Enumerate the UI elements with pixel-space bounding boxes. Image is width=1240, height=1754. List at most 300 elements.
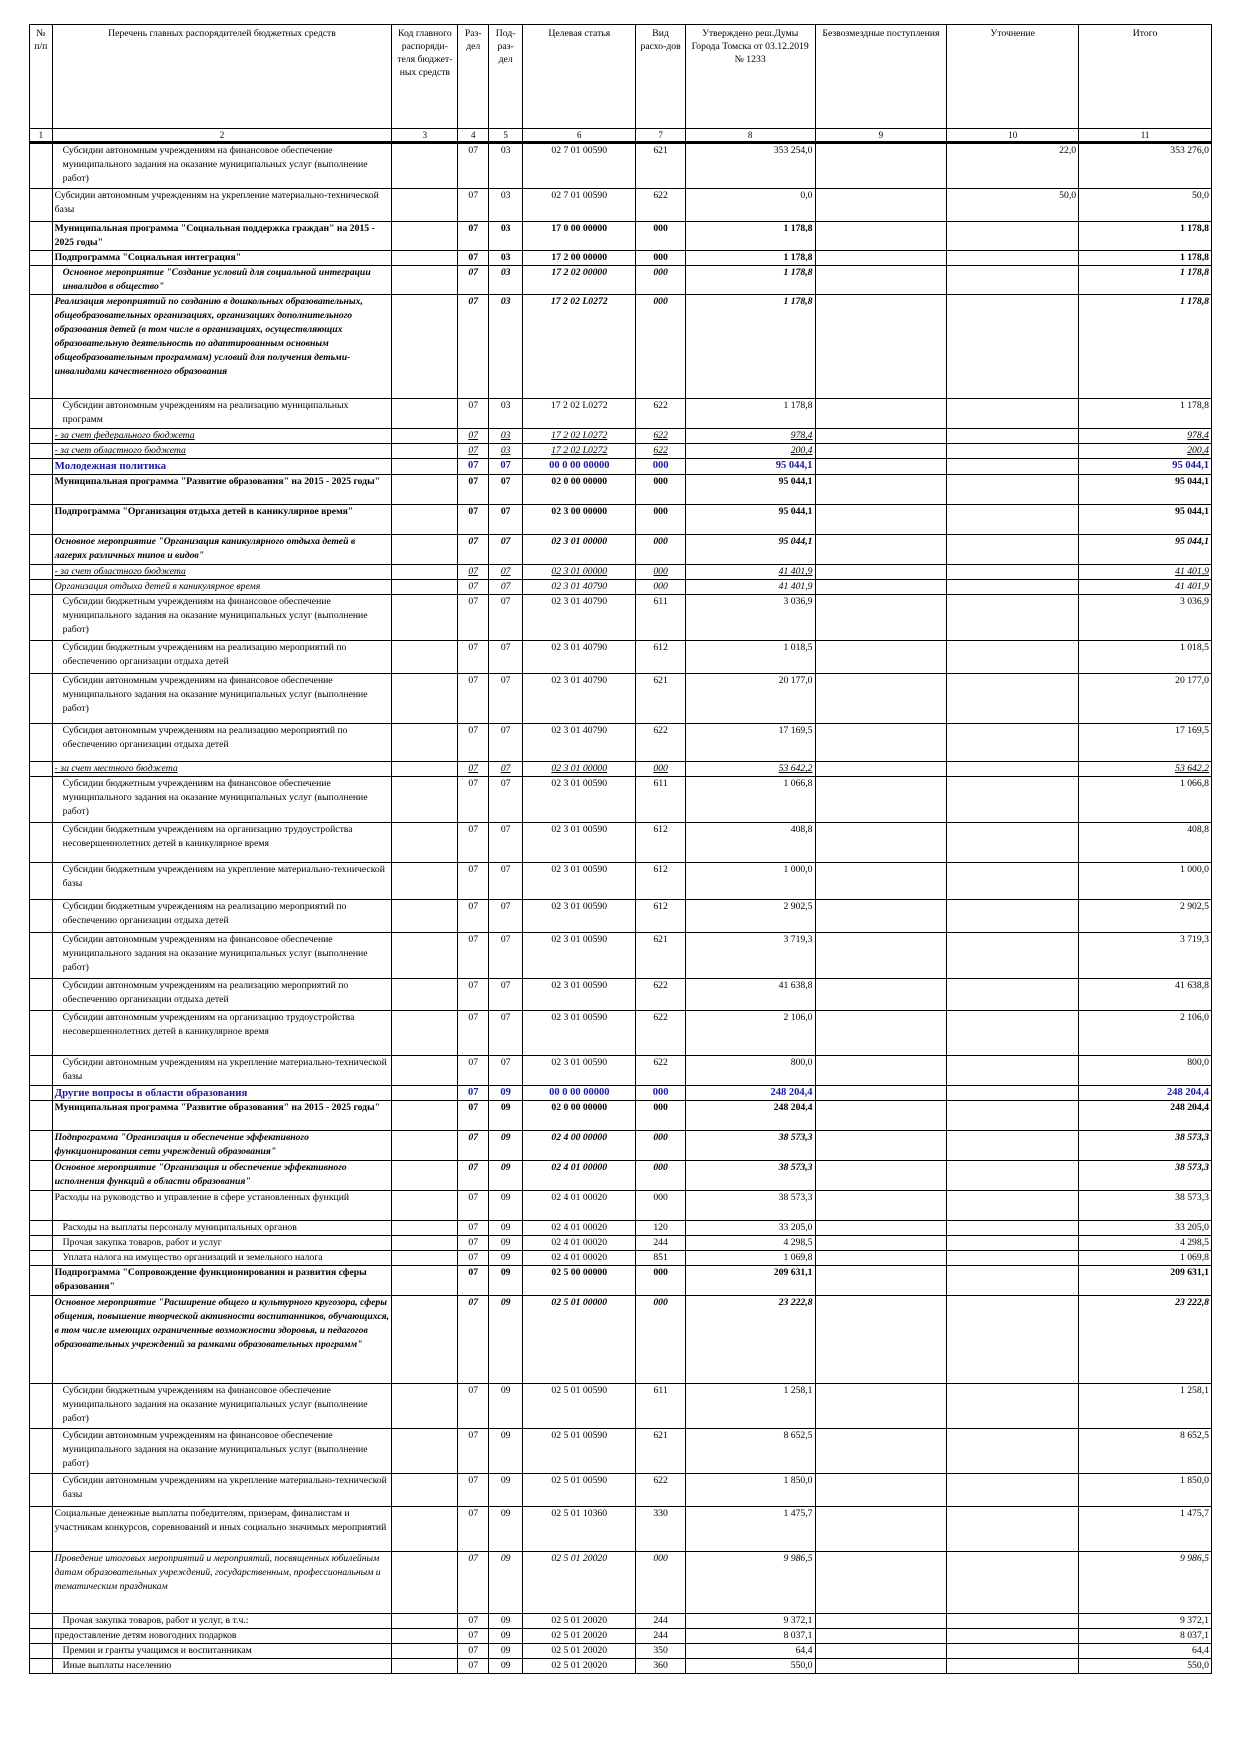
row-total-cell: 41 401,9 (1079, 580, 1212, 595)
row-name-cell: Субсидии автономным учреждениям на финансовое обеспечение муниципального задания на оказание муниципальных услуг (выполнение работ) (52, 674, 392, 724)
row-podrazdel-cell: 09 (489, 1236, 523, 1251)
row-adjustment-cell (947, 1266, 1079, 1296)
row-approved-cell: 64,4 (685, 1644, 815, 1659)
row-grants-cell (815, 1236, 947, 1251)
row-total-cell: 1 178,8 (1079, 251, 1212, 266)
row-expense-type-cell: 000 (636, 1552, 685, 1614)
budget-table-sheet (29, 24, 1212, 1674)
row-expense-type-cell: 244 (636, 1236, 685, 1251)
row-grants-cell (815, 399, 947, 429)
row-number-cell (30, 863, 53, 900)
row-number-cell (30, 823, 53, 863)
row-podrazdel-cell: 03 (489, 143, 523, 189)
row-number-cell (30, 1474, 53, 1507)
row-expense-type-cell: 621 (636, 933, 685, 979)
table-row (30, 724, 1212, 762)
table-row (30, 674, 1212, 724)
row-grants-cell (815, 295, 947, 399)
row-total-cell: 38 573,3 (1079, 1191, 1212, 1221)
row-target-cell: 02 5 01 00590 (523, 1429, 636, 1474)
row-expense-type-cell: 000 (636, 1266, 685, 1296)
row-target-cell: 02 3 01 00590 (523, 1056, 636, 1086)
row-number-cell (30, 979, 53, 1011)
table-row (30, 595, 1212, 641)
row-approved-cell: 209 631,1 (685, 1266, 815, 1296)
row-approved-cell: 20 177,0 (685, 674, 815, 724)
row-expense-type-cell: 621 (636, 143, 685, 189)
row-approved-cell: 1 178,8 (685, 222, 815, 251)
row-name-cell: Субсидии автономным учреждениям на укрепление материально-технической базы (52, 1056, 392, 1086)
row-total-cell: 1 066,8 (1079, 777, 1212, 823)
row-podrazdel-cell: 09 (489, 1474, 523, 1507)
row-code-cell (392, 505, 458, 535)
col-number: 2 (52, 129, 392, 143)
row-name-cell: Прочая закупка товаров, работ и услуг (52, 1236, 392, 1251)
row-adjustment-cell (947, 251, 1079, 266)
row-approved-cell: 2 106,0 (685, 1011, 815, 1056)
table-row (30, 823, 1212, 863)
row-total-cell: 2 106,0 (1079, 1011, 1212, 1056)
row-grants-cell (815, 535, 947, 565)
table-row (30, 1161, 1212, 1191)
row-number-cell (30, 1384, 53, 1429)
row-podrazdel-cell: 09 (489, 1507, 523, 1552)
row-razdel-cell: 07 (458, 1251, 489, 1266)
table-row (30, 222, 1212, 251)
row-name-cell: Организация отдыха детей в каникулярное время (52, 580, 392, 595)
row-expense-type-cell: 611 (636, 1384, 685, 1429)
row-razdel-cell: 07 (458, 674, 489, 724)
row-approved-cell: 17 169,5 (685, 724, 815, 762)
row-target-cell: 02 0 00 00000 (523, 475, 636, 505)
row-name-cell: Субсидии бюджетным учреждениям на реализацию мероприятий по обеспечению организации отдыха детей (52, 641, 392, 674)
row-razdel-cell: 07 (458, 1429, 489, 1474)
row-adjustment-cell (947, 933, 1079, 979)
row-grants-cell (815, 863, 947, 900)
col-number: 8 (685, 129, 815, 143)
row-razdel-cell: 07 (458, 900, 489, 933)
table-row (30, 1056, 1212, 1086)
table-row (30, 565, 1212, 580)
row-number-cell (30, 444, 53, 459)
row-name-cell: Субсидии бюджетным учреждениям на реализацию мероприятий по обеспечению организации отдыха детей (52, 900, 392, 933)
table-row (30, 1507, 1212, 1552)
row-target-cell: 17 2 02 L0272 (523, 444, 636, 459)
row-target-cell: 02 3 01 40790 (523, 674, 636, 724)
table-row (30, 1429, 1212, 1474)
row-total-cell: 408,8 (1079, 823, 1212, 863)
row-code-cell (392, 777, 458, 823)
row-target-cell: 17 2 02 L0272 (523, 399, 636, 429)
row-total-cell: 3 036,9 (1079, 595, 1212, 641)
col-header-name: Перечень главных распорядителей бюджетных средств (52, 25, 392, 129)
row-grants-cell (815, 595, 947, 641)
row-name-cell: Иные выплаты населению (52, 1659, 392, 1674)
row-approved-cell: 1 178,8 (685, 251, 815, 266)
row-name-cell: Расходы на выплаты персоналу муниципальных органов (52, 1221, 392, 1236)
row-number-cell (30, 1161, 53, 1191)
row-code-cell (392, 1384, 458, 1429)
row-podrazdel-cell: 09 (489, 1552, 523, 1614)
row-expense-type-cell: 611 (636, 777, 685, 823)
row-approved-cell: 1 178,8 (685, 399, 815, 429)
row-podrazdel-cell: 07 (489, 979, 523, 1011)
row-target-cell: 02 5 01 20020 (523, 1614, 636, 1629)
row-adjustment-cell (947, 900, 1079, 933)
row-number-cell (30, 189, 53, 222)
row-approved-cell: 248 204,4 (685, 1086, 815, 1101)
row-razdel-cell: 07 (458, 762, 489, 777)
row-grants-cell (815, 724, 947, 762)
row-target-cell: 00 0 00 00000 (523, 1086, 636, 1101)
row-expense-type-cell: 622 (636, 1011, 685, 1056)
row-expense-type-cell: 000 (636, 505, 685, 535)
row-approved-cell: 1 018,5 (685, 641, 815, 674)
col-number: 11 (1079, 129, 1212, 143)
row-expense-type-cell: 000 (636, 565, 685, 580)
row-razdel-cell: 07 (458, 823, 489, 863)
row-expense-type-cell: 330 (636, 1507, 685, 1552)
row-podrazdel-cell: 03 (489, 266, 523, 295)
table-row (30, 505, 1212, 535)
row-number-cell (30, 1266, 53, 1296)
row-total-cell: 1 178,8 (1079, 266, 1212, 295)
row-number-cell (30, 535, 53, 565)
row-code-cell (392, 459, 458, 475)
row-code-cell (392, 1011, 458, 1056)
row-expense-type-cell: 622 (636, 1056, 685, 1086)
row-expense-type-cell: 000 (636, 475, 685, 505)
row-approved-cell: 0,0 (685, 189, 815, 222)
row-name-cell: Субсидии автономным учреждениям на финансовое обеспечение муниципального задания на оказание муниципальных услуг (выполнение работ) (52, 933, 392, 979)
row-podrazdel-cell: 09 (489, 1429, 523, 1474)
row-expense-type-cell: 000 (636, 1131, 685, 1161)
row-adjustment-cell (947, 535, 1079, 565)
row-name-cell: Субсидии бюджетным учреждениям на финансовое обеспечение муниципального задания на оказание муниципальных услуг (выполнение работ) (52, 1384, 392, 1429)
row-grants-cell (815, 266, 947, 295)
row-code-cell (392, 535, 458, 565)
row-adjustment-cell: 22,0 (947, 143, 1079, 189)
row-razdel-cell: 07 (458, 979, 489, 1011)
table-row (30, 251, 1212, 266)
row-expense-type-cell: 000 (636, 1161, 685, 1191)
row-grants-cell (815, 641, 947, 674)
row-razdel-cell: 07 (458, 459, 489, 475)
row-total-cell: 50,0 (1079, 189, 1212, 222)
row-podrazdel-cell: 07 (489, 535, 523, 565)
row-approved-cell: 2 902,5 (685, 900, 815, 933)
col-header-target: Целевая статья (523, 25, 636, 129)
row-total-cell: 33 205,0 (1079, 1221, 1212, 1236)
row-code-cell (392, 1296, 458, 1384)
row-razdel-cell: 07 (458, 295, 489, 399)
row-name-cell: Субсидии автономным учреждениям на реализацию муниципальных программ (52, 399, 392, 429)
table-row (30, 1086, 1212, 1101)
row-podrazdel-cell: 07 (489, 762, 523, 777)
row-total-cell: 38 573,3 (1079, 1131, 1212, 1161)
row-expense-type-cell: 000 (636, 266, 685, 295)
row-number-cell (30, 580, 53, 595)
row-grants-cell (815, 1056, 947, 1086)
row-podrazdel-cell: 03 (489, 222, 523, 251)
row-code-cell (392, 900, 458, 933)
table-row (30, 900, 1212, 933)
row-adjustment-cell (947, 863, 1079, 900)
row-name-cell: Подпрограмма "Социальная интеграция" (52, 251, 392, 266)
table-row (30, 762, 1212, 777)
row-target-cell: 02 4 01 00020 (523, 1236, 636, 1251)
row-code-cell (392, 1429, 458, 1474)
row-approved-cell: 95 044,1 (685, 475, 815, 505)
row-name-cell: Муниципальная программа "Развитие образования" на 2015 - 2025 годы" (52, 1101, 392, 1131)
table-row (30, 1474, 1212, 1507)
row-razdel-cell: 07 (458, 641, 489, 674)
row-target-cell: 02 4 01 00020 (523, 1221, 636, 1236)
row-code-cell (392, 565, 458, 580)
row-target-cell: 02 3 01 00590 (523, 933, 636, 979)
row-name-cell: Реализация мероприятий по созданию в дошкольных образовательных, общеобразовательных организациях, организациях дополнительного образования детей (в том числе в организациях, осуществляющих образовательную деятельность по адаптированным основным общеобразовательным программам) условий для получения детьми-инвалидами качественного образования (52, 295, 392, 399)
row-number-cell (30, 674, 53, 724)
row-podrazdel-cell: 09 (489, 1161, 523, 1191)
row-razdel-cell: 07 (458, 505, 489, 535)
table-row (30, 979, 1212, 1011)
row-razdel-cell: 07 (458, 580, 489, 595)
row-podrazdel-cell: 03 (489, 429, 523, 444)
row-approved-cell: 53 642,2 (685, 762, 815, 777)
row-name-cell: предоставление детям новогодних подарков (52, 1629, 392, 1644)
row-total-cell: 1 178,8 (1079, 222, 1212, 251)
table-row (30, 1251, 1212, 1266)
row-name-cell: Субсидии бюджетным учреждениям на организацию трудоустройства несовершеннолетних детей в каникулярное время (52, 823, 392, 863)
table-row (30, 863, 1212, 900)
row-razdel-cell: 07 (458, 1614, 489, 1629)
row-podrazdel-cell: 09 (489, 1086, 523, 1101)
row-approved-cell: 9 986,5 (685, 1552, 815, 1614)
row-expense-type-cell: 000 (636, 1191, 685, 1221)
row-total-cell: 95 044,1 (1079, 505, 1212, 535)
row-expense-type-cell: 621 (636, 674, 685, 724)
row-grants-cell (815, 1221, 947, 1236)
row-podrazdel-cell: 09 (489, 1221, 523, 1236)
row-target-cell: 02 5 01 00590 (523, 1384, 636, 1429)
row-expense-type-cell: 244 (636, 1614, 685, 1629)
row-expense-type-cell: 000 (636, 251, 685, 266)
row-number-cell (30, 1296, 53, 1384)
row-adjustment-cell (947, 1296, 1079, 1384)
col-number: 6 (523, 129, 636, 143)
row-target-cell: 00 0 00 00000 (523, 459, 636, 475)
header-row (30, 25, 1212, 129)
row-grants-cell (815, 580, 947, 595)
row-razdel-cell: 07 (458, 444, 489, 459)
row-total-cell: 53 642,2 (1079, 762, 1212, 777)
row-number-cell (30, 1429, 53, 1474)
row-grants-cell (815, 762, 947, 777)
row-target-cell: 02 3 01 00000 (523, 535, 636, 565)
row-podrazdel-cell: 09 (489, 1296, 523, 1384)
row-expense-type-cell: 120 (636, 1221, 685, 1236)
row-podrazdel-cell: 07 (489, 863, 523, 900)
row-grants-cell (815, 251, 947, 266)
row-number-cell (30, 222, 53, 251)
row-code-cell (392, 762, 458, 777)
row-expense-type-cell: 622 (636, 724, 685, 762)
row-razdel-cell: 07 (458, 1507, 489, 1552)
row-total-cell: 1 258,1 (1079, 1384, 1212, 1429)
row-grants-cell (815, 1474, 947, 1507)
row-approved-cell: 38 573,3 (685, 1191, 815, 1221)
col-header-adjustment: Уточнение (947, 25, 1079, 129)
col-number: 1 (30, 129, 53, 143)
row-approved-cell: 38 573,3 (685, 1161, 815, 1191)
row-number-cell (30, 295, 53, 399)
row-number-cell (30, 1614, 53, 1629)
table-row (30, 1236, 1212, 1251)
row-total-cell: 248 204,4 (1079, 1086, 1212, 1101)
row-total-cell: 64,4 (1079, 1644, 1212, 1659)
row-name-cell: Основное мероприятие "Расширение общего и культурного кругозора, сферы общения, повышение творческой активности воспитанников, обучающихся, в том числе имеющих ограниченные возможности здоровья, и педагогов образовательных учреждений за рамками образовательных программ" (52, 1296, 392, 1384)
row-number-cell (30, 1507, 53, 1552)
row-target-cell: 02 3 00 00000 (523, 505, 636, 535)
table-row (30, 143, 1212, 189)
row-target-cell: 02 7 01 00590 (523, 189, 636, 222)
row-grants-cell (815, 1384, 947, 1429)
row-total-cell: 95 044,1 (1079, 535, 1212, 565)
row-expense-type-cell: 622 (636, 399, 685, 429)
row-approved-cell: 353 254,0 (685, 143, 815, 189)
row-approved-cell: 41 401,9 (685, 580, 815, 595)
col-header-razdel: Раз-дел (458, 25, 489, 129)
row-number-cell (30, 1056, 53, 1086)
row-adjustment-cell (947, 1056, 1079, 1086)
row-number-cell (30, 1131, 53, 1161)
row-number-cell (30, 1191, 53, 1221)
row-adjustment-cell (947, 1507, 1079, 1552)
row-total-cell: 1 178,8 (1079, 399, 1212, 429)
row-target-cell: 17 2 00 00000 (523, 251, 636, 266)
row-target-cell: 02 4 01 00020 (523, 1251, 636, 1266)
row-adjustment-cell (947, 1552, 1079, 1614)
col-number: 10 (947, 129, 1079, 143)
row-number-cell (30, 1011, 53, 1056)
row-name-cell: Социальные денежные выплаты победителям, призерам, финалистам и участникам конкурсов, соревнований и иных социально значимых мероприятий (52, 1507, 392, 1552)
row-total-cell: 1 178,8 (1079, 295, 1212, 399)
row-code-cell (392, 724, 458, 762)
row-razdel-cell: 07 (458, 1236, 489, 1251)
row-number-cell (30, 1552, 53, 1614)
row-number-cell (30, 933, 53, 979)
row-adjustment-cell (947, 1101, 1079, 1131)
row-target-cell: 02 4 01 00020 (523, 1191, 636, 1221)
row-total-cell: 20 177,0 (1079, 674, 1212, 724)
row-razdel-cell: 07 (458, 1659, 489, 1674)
row-adjustment-cell (947, 1659, 1079, 1674)
row-expense-type-cell: 612 (636, 900, 685, 933)
row-target-cell: 02 3 01 40790 (523, 724, 636, 762)
row-expense-type-cell: 622 (636, 189, 685, 222)
row-code-cell (392, 222, 458, 251)
row-code-cell (392, 444, 458, 459)
row-number-cell (30, 143, 53, 189)
row-name-cell: Основное мероприятие "Создание условий для социальной интеграции инвалидов в общество" (52, 266, 392, 295)
table-row (30, 189, 1212, 222)
row-approved-cell: 8 037,1 (685, 1629, 815, 1644)
row-total-cell: 9 986,5 (1079, 1552, 1212, 1614)
row-total-cell: 978,4 (1079, 429, 1212, 444)
row-grants-cell (815, 1101, 947, 1131)
row-approved-cell: 550,0 (685, 1659, 815, 1674)
row-expense-type-cell: 622 (636, 1474, 685, 1507)
row-adjustment-cell (947, 459, 1079, 475)
row-grants-cell (815, 429, 947, 444)
row-approved-cell: 3 719,3 (685, 933, 815, 979)
row-name-cell: Субсидии бюджетным учреждениям на финансовое обеспечение муниципального задания на оказание муниципальных услуг (выполнение работ) (52, 595, 392, 641)
row-code-cell (392, 1629, 458, 1644)
row-approved-cell: 4 298,5 (685, 1236, 815, 1251)
col-number: 3 (392, 129, 458, 143)
row-expense-type-cell: 622 (636, 444, 685, 459)
row-code-cell (392, 674, 458, 724)
table-row (30, 1614, 1212, 1629)
table-row (30, 1629, 1212, 1644)
row-code-cell (392, 295, 458, 399)
row-adjustment-cell (947, 1429, 1079, 1474)
col-header-podrazdel: Под-раз-дел (489, 25, 523, 129)
row-razdel-cell: 07 (458, 475, 489, 505)
row-code-cell (392, 251, 458, 266)
row-podrazdel-cell: 07 (489, 475, 523, 505)
row-total-cell: 1 018,5 (1079, 641, 1212, 674)
row-approved-cell: 408,8 (685, 823, 815, 863)
row-number-cell (30, 505, 53, 535)
row-expense-type-cell: 612 (636, 823, 685, 863)
row-razdel-cell: 07 (458, 429, 489, 444)
row-target-cell: 02 5 01 00000 (523, 1296, 636, 1384)
row-grants-cell (815, 189, 947, 222)
row-expense-type-cell: 622 (636, 429, 685, 444)
table-row (30, 295, 1212, 399)
table-row (30, 475, 1212, 505)
table-row (30, 429, 1212, 444)
row-expense-type-cell: 000 (636, 295, 685, 399)
row-code-cell (392, 595, 458, 641)
row-target-cell: 02 4 01 00000 (523, 1161, 636, 1191)
row-podrazdel-cell: 03 (489, 399, 523, 429)
row-razdel-cell: 07 (458, 1056, 489, 1086)
row-target-cell: 02 5 01 10360 (523, 1507, 636, 1552)
table-row (30, 1101, 1212, 1131)
row-podrazdel-cell: 03 (489, 251, 523, 266)
row-name-cell: Субсидии автономным учреждениям на реализацию мероприятий по обеспечению организации отдыха детей (52, 979, 392, 1011)
row-expense-type-cell: 360 (636, 1659, 685, 1674)
row-total-cell: 41 401,9 (1079, 565, 1212, 580)
row-approved-cell: 1 475,7 (685, 1507, 815, 1552)
row-name-cell: - за счет местного бюджета (52, 762, 392, 777)
row-code-cell (392, 1474, 458, 1507)
row-approved-cell: 1 178,8 (685, 266, 815, 295)
row-grants-cell (815, 1552, 947, 1614)
row-target-cell: 17 0 00 00000 (523, 222, 636, 251)
col-header-approved: Утверждено реш.Думы Города Томска от 03.12.2019 № 1233 (685, 25, 815, 129)
row-target-cell: 02 0 00 00000 (523, 1101, 636, 1131)
row-razdel-cell: 07 (458, 1191, 489, 1221)
col-header-code: Код главного распоряди-теля бюджет-ных средств (392, 25, 458, 129)
row-grants-cell (815, 900, 947, 933)
row-podrazdel-cell: 07 (489, 565, 523, 580)
row-code-cell (392, 1236, 458, 1251)
row-grants-cell (815, 505, 947, 535)
row-number-cell (30, 459, 53, 475)
